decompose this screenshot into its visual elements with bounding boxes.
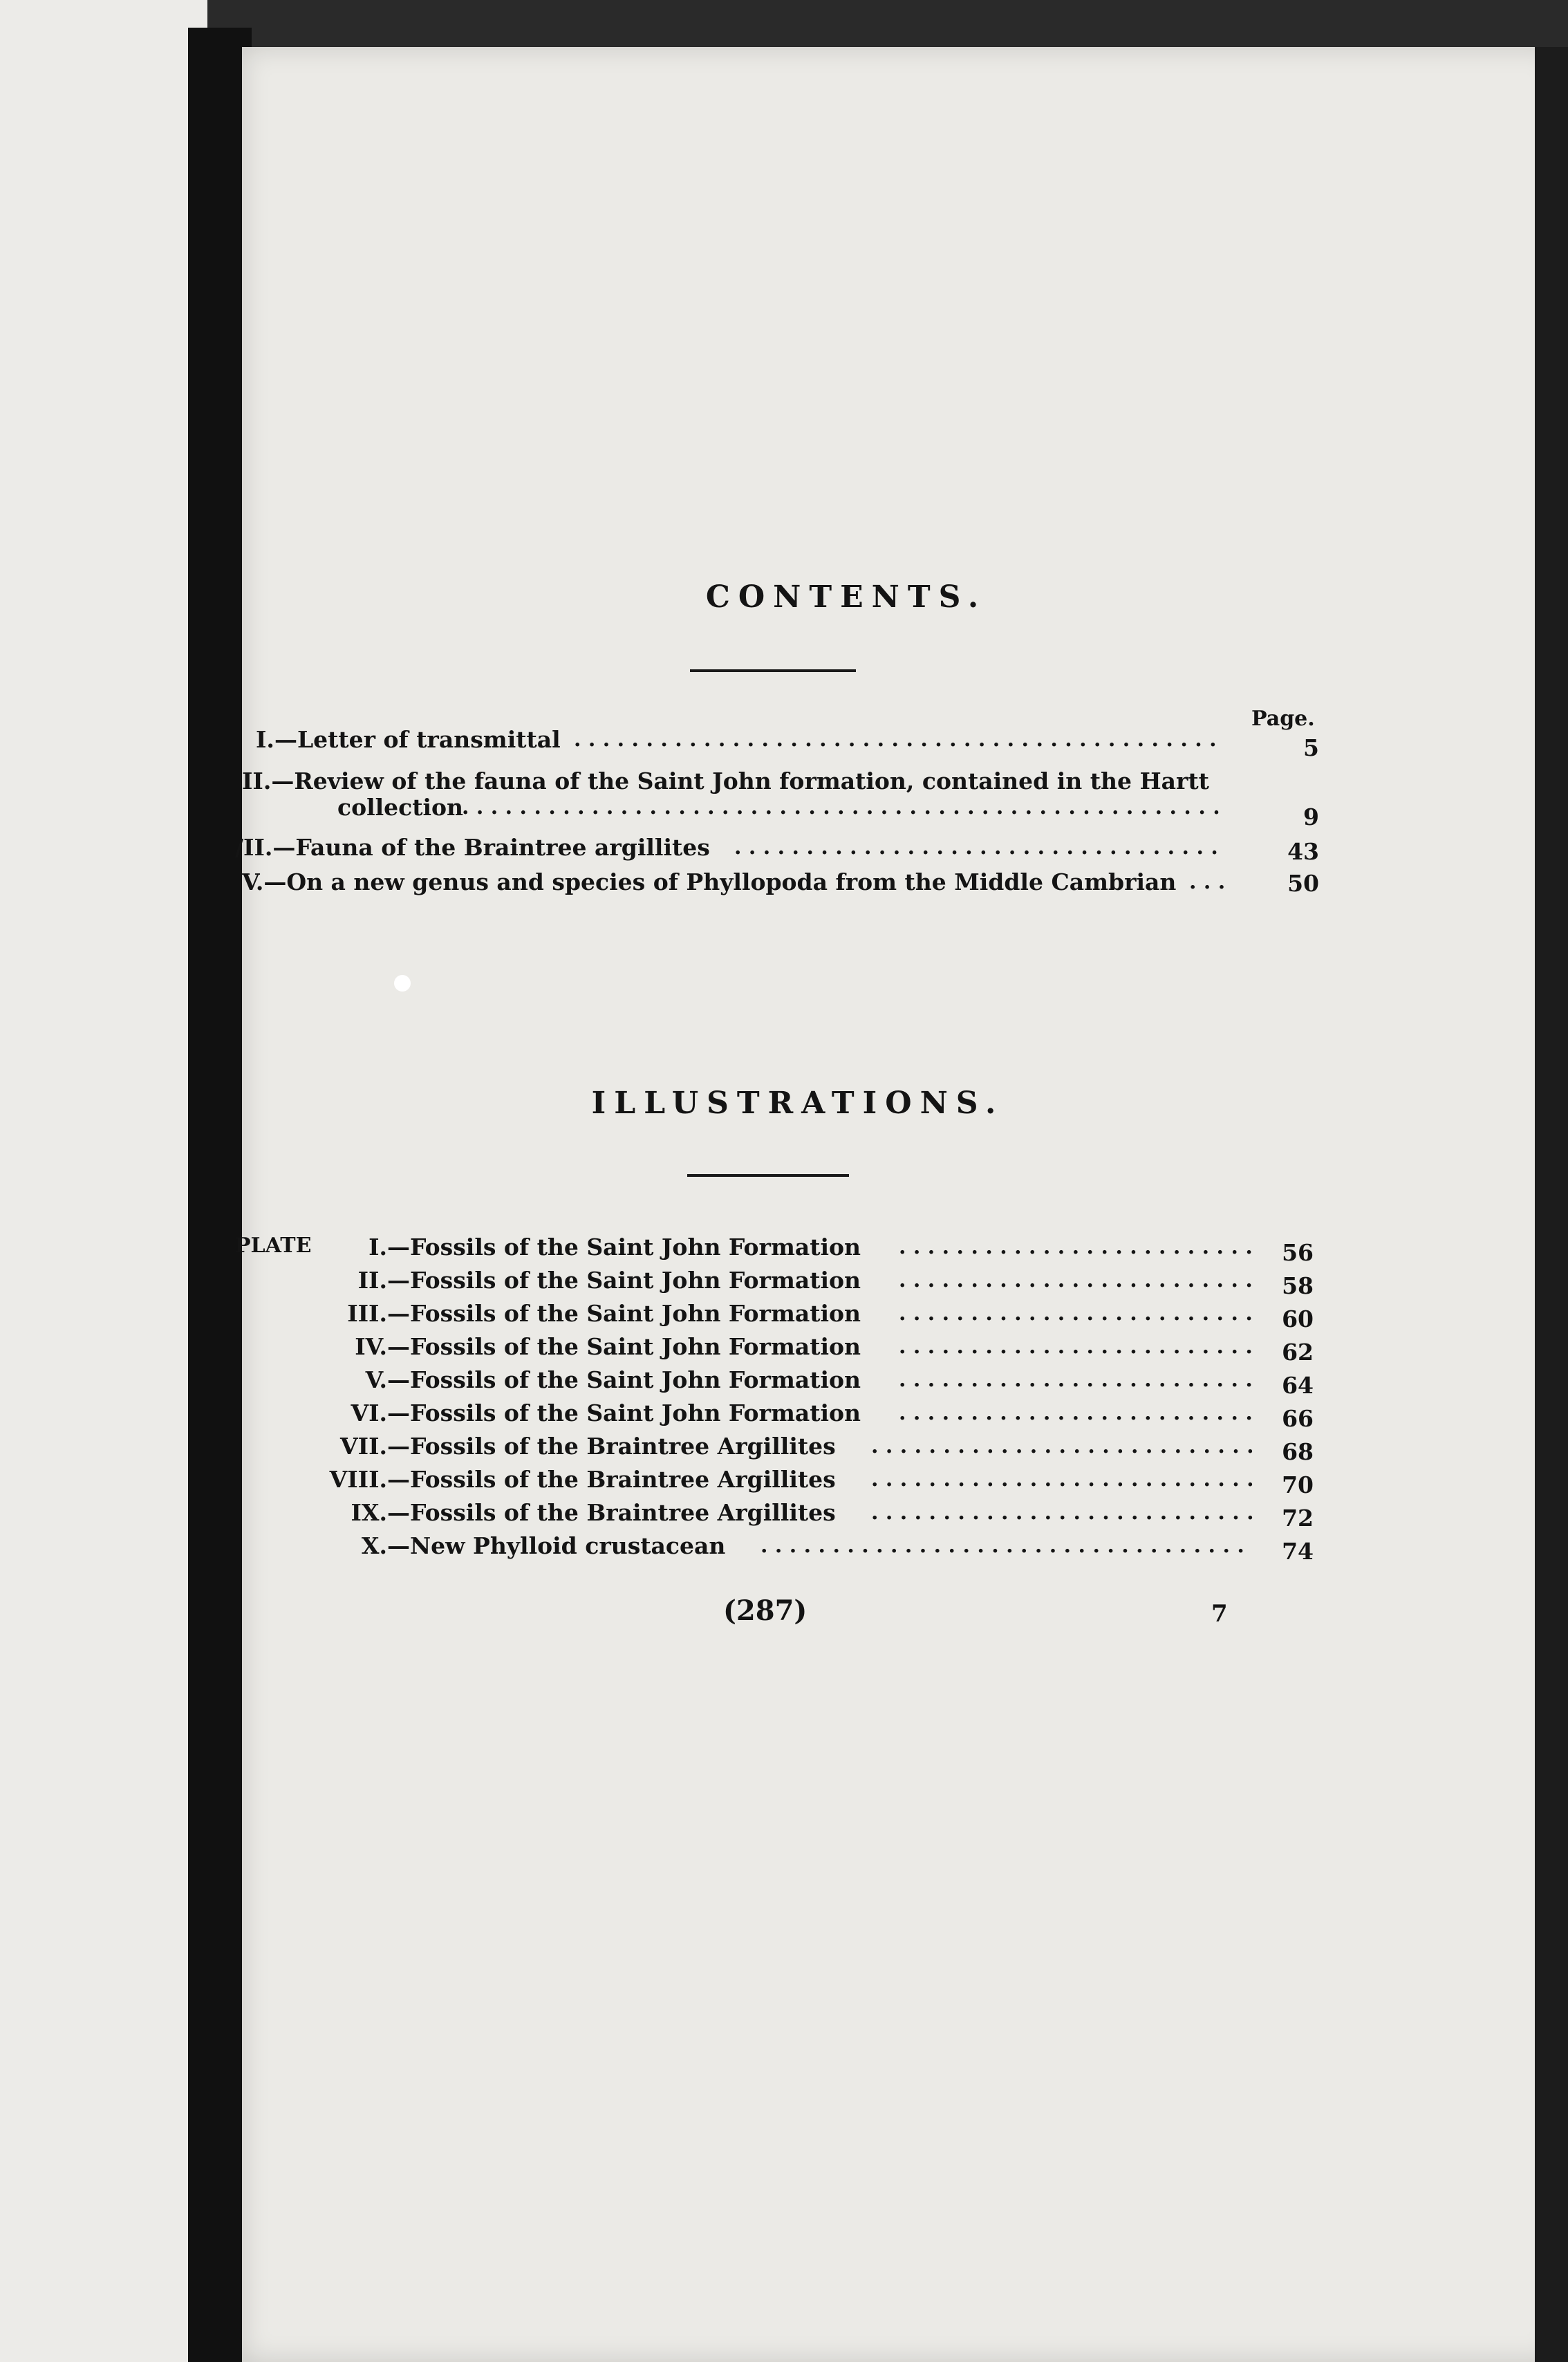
entry-page: 9 [1303,803,1319,830]
entry-dash: — [263,868,287,895]
plate-title: Fossils of the Braintree Argillites [410,1433,836,1460]
entry-page: 43 [1287,838,1319,865]
contents-entry [235,833,710,863]
dot-leader [760,1531,1258,1561]
plate-title: Fossils of the Saint John Formation [410,1234,861,1261]
dot-leader [1189,867,1231,898]
contents-entry [242,867,1176,898]
plate-entry [221,1365,861,1395]
plate-page: 56 [1282,1239,1314,1266]
entry-dash: — [387,1300,410,1327]
dot-leader [899,1232,1258,1263]
entry-dash: — [271,768,295,794]
dot-leader [871,1464,1258,1495]
plate-entry [221,1332,861,1362]
series-page-number: (287) [723,1594,808,1627]
plate-number: IV. [355,1333,387,1360]
entry-dash: — [387,1267,410,1294]
plate-entry [221,1232,861,1263]
plate-entry [221,1398,861,1429]
entry-dash: — [387,1433,410,1460]
entry-dash: — [387,1366,410,1393]
entry-title: Fauna of the Braintree argillites [295,834,710,861]
dot-leader [899,1365,1258,1395]
plate-page: 74 [1282,1538,1314,1565]
dot-leader [899,1265,1258,1296]
plate-page: 58 [1282,1272,1314,1299]
contents-heading: CONTENTS. [705,579,987,615]
entry-dash: — [387,1234,410,1261]
dot-leader [899,1299,1258,1329]
plate-number: II. [357,1267,387,1294]
right-page-edge [1535,47,1568,2362]
plate-number: VIII. [329,1466,387,1493]
plate-entry [221,1265,861,1296]
illustrations-heading: ILLUSTRATIONS. [591,1086,1005,1121]
entry-dash: — [274,726,297,753]
plate-entry [221,1431,836,1462]
entry-number: I. [256,726,274,753]
entry-dash: — [387,1532,410,1559]
plate-number: VII. [340,1433,387,1460]
plate-page: 66 [1282,1405,1314,1432]
plate-title: Fossils of the Saint John Formation [410,1300,861,1327]
plate-title: Fossils of the Saint John Formation [410,1267,861,1294]
plate-page: 68 [1282,1438,1314,1465]
plate-title: Fossils of the Saint John Formation [410,1333,861,1360]
entry-dash: — [387,1499,410,1526]
entry-title: On a new genus and species of Phyllopoda from the Middle Cambrian [286,868,1177,895]
plate-entry [221,1299,861,1329]
plate-page: 72 [1282,1505,1314,1532]
entry-dash: — [387,1399,410,1426]
contents-entry [256,725,561,755]
plate-page: 60 [1282,1305,1314,1332]
plate-number: IX. [351,1499,387,1526]
entry-number: II. [242,768,272,794]
contents-entry-continuation: collection [337,794,464,821]
entry-page: 5 [1303,734,1319,761]
plate-number: V. [365,1366,387,1393]
plate-title: Fossils of the Saint John Formation [410,1399,861,1426]
page-number: 7 [1211,1600,1228,1628]
plate-number: III. [347,1300,387,1327]
entry-page: 50 [1287,870,1319,897]
paper-blemish [394,975,411,992]
plate-title: Fossils of the Braintree Argillites [410,1466,836,1493]
plate-label: PLATE [235,1234,312,1258]
entry-number: /II. [235,834,273,861]
dot-leader [899,1332,1258,1362]
contents-rule [690,669,856,672]
dot-leader [462,792,1231,823]
plate-title: New Phylloid crustacean [410,1532,726,1559]
facing-page-edge [0,0,207,2362]
dot-leader [734,833,1231,863]
plate-page: 62 [1282,1339,1314,1366]
entry-number: V. [242,868,264,895]
entry-title: Letter of transmittal [297,726,561,753]
plate-entry [221,1464,836,1495]
entry-dash: — [387,1466,410,1493]
plate-title: Fossils of the Saint John Formation [410,1366,861,1393]
entry-dash: — [272,834,296,861]
plate-entry [221,1531,725,1561]
plate-page: 70 [1282,1471,1314,1498]
dot-leader [574,725,1231,755]
entry-dash: — [387,1333,410,1360]
plate-number: I. [368,1234,387,1261]
plate-page: 64 [1282,1372,1314,1399]
dot-leader [871,1431,1258,1462]
page-column-label: Page. [1251,707,1315,731]
entry-title: Review of the fauna of the Saint John formation, contained in the Hartt [294,768,1209,794]
plate-number: X. [361,1532,387,1559]
plate-entry [221,1498,836,1528]
illustrations-rule [687,1174,849,1177]
plate-title: Fossils of the Braintree Argillites [410,1499,836,1526]
document-page [242,47,1557,2362]
dot-leader [899,1398,1258,1429]
dot-leader [871,1498,1258,1528]
plate-number: VI. [351,1399,387,1426]
